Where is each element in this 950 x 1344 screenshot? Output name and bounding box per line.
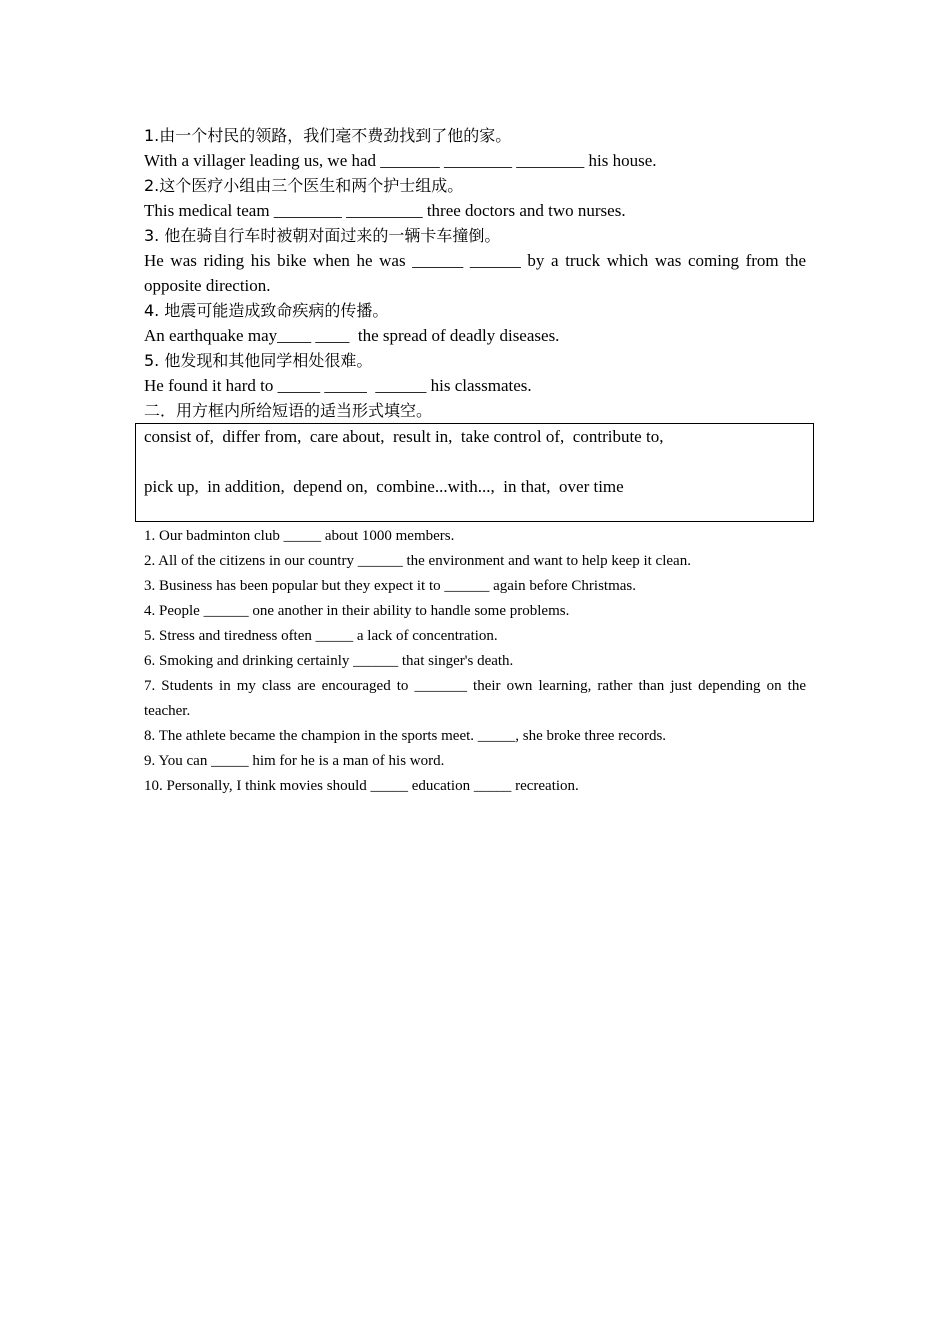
translation-sentence-4: An earthquake may____ ____ the spread of deadly diseases. xyxy=(144,326,560,345)
translation-section xyxy=(144,123,806,423)
translation-sentence-3: He was riding his bike when he was ______ ______ by a truck which was coming from the opposite direction. xyxy=(144,251,806,295)
exercise-item-10: 10. Personally, I think movies should _____ education _____ recreation. xyxy=(144,778,579,794)
translation-prompt-3: 3. 他在骑自行车时被朝对面过来的一辆卡车撞倒。 xyxy=(144,226,501,245)
phrase-list-line-1: consist of, differ from, care about, result in, take control of, contribute to, xyxy=(144,427,664,446)
section-two-heading: 二．用方框内所给短语的适当形式填空。 xyxy=(144,401,433,420)
phrase-list-line-2: pick up, in addition, depend on, combine...with..., in that, over time xyxy=(144,477,624,496)
exercise-item-3: 3. Business has been popular but they expect it to ______ again before Christmas. xyxy=(144,578,636,594)
phrase-box xyxy=(135,423,814,522)
translation-prompt-1: 1.由一个村民的领路，我们毫不费劲找到了他的家。 xyxy=(144,126,512,145)
exercise-item-5: 5. Stress and tiredness often _____ a lack of concentration. xyxy=(144,628,498,644)
translation-sentence-5: He found it hard to _____ _____ ______ his classmates. xyxy=(144,376,532,395)
translation-prompt-2: 2.这个医疗小组由三个医生和两个护士组成。 xyxy=(144,176,464,195)
fill-in-exercises xyxy=(144,524,806,799)
exercise-item-2: 2. All of the citizens in our country ______ the environment and want to help keep it clean. xyxy=(144,553,691,569)
translation-sentence-1: With a villager leading us, we had _______ ________ ________ his house. xyxy=(144,151,657,170)
exercise-item-4: 4. People ______ one another in their ability to handle some problems. xyxy=(144,603,570,619)
translation-sentence-2: This medical team ________ _________ three doctors and two nurses. xyxy=(144,201,626,220)
translation-prompt-4: 4. 地震可能造成致命疾病的传播。 xyxy=(144,301,389,320)
exercise-item-8: 8. The athlete became the champion in the sports meet. _____, she broke three records. xyxy=(144,728,667,744)
exercise-item-1: 1. Our badminton club _____ about 1000 members. xyxy=(144,528,455,544)
exercise-item-9: 9. You can _____ him for he is a man of his word. xyxy=(144,753,445,769)
exercise-item-6: 6. Smoking and drinking certainly ______ that singer's death. xyxy=(144,653,514,669)
exercise-item-7: 7. Students in my class are encouraged to _______ their own learning, rather than just depending on the teacher. xyxy=(144,678,806,719)
translation-prompt-5: 5. 他发现和其他同学相处很难。 xyxy=(144,351,373,370)
